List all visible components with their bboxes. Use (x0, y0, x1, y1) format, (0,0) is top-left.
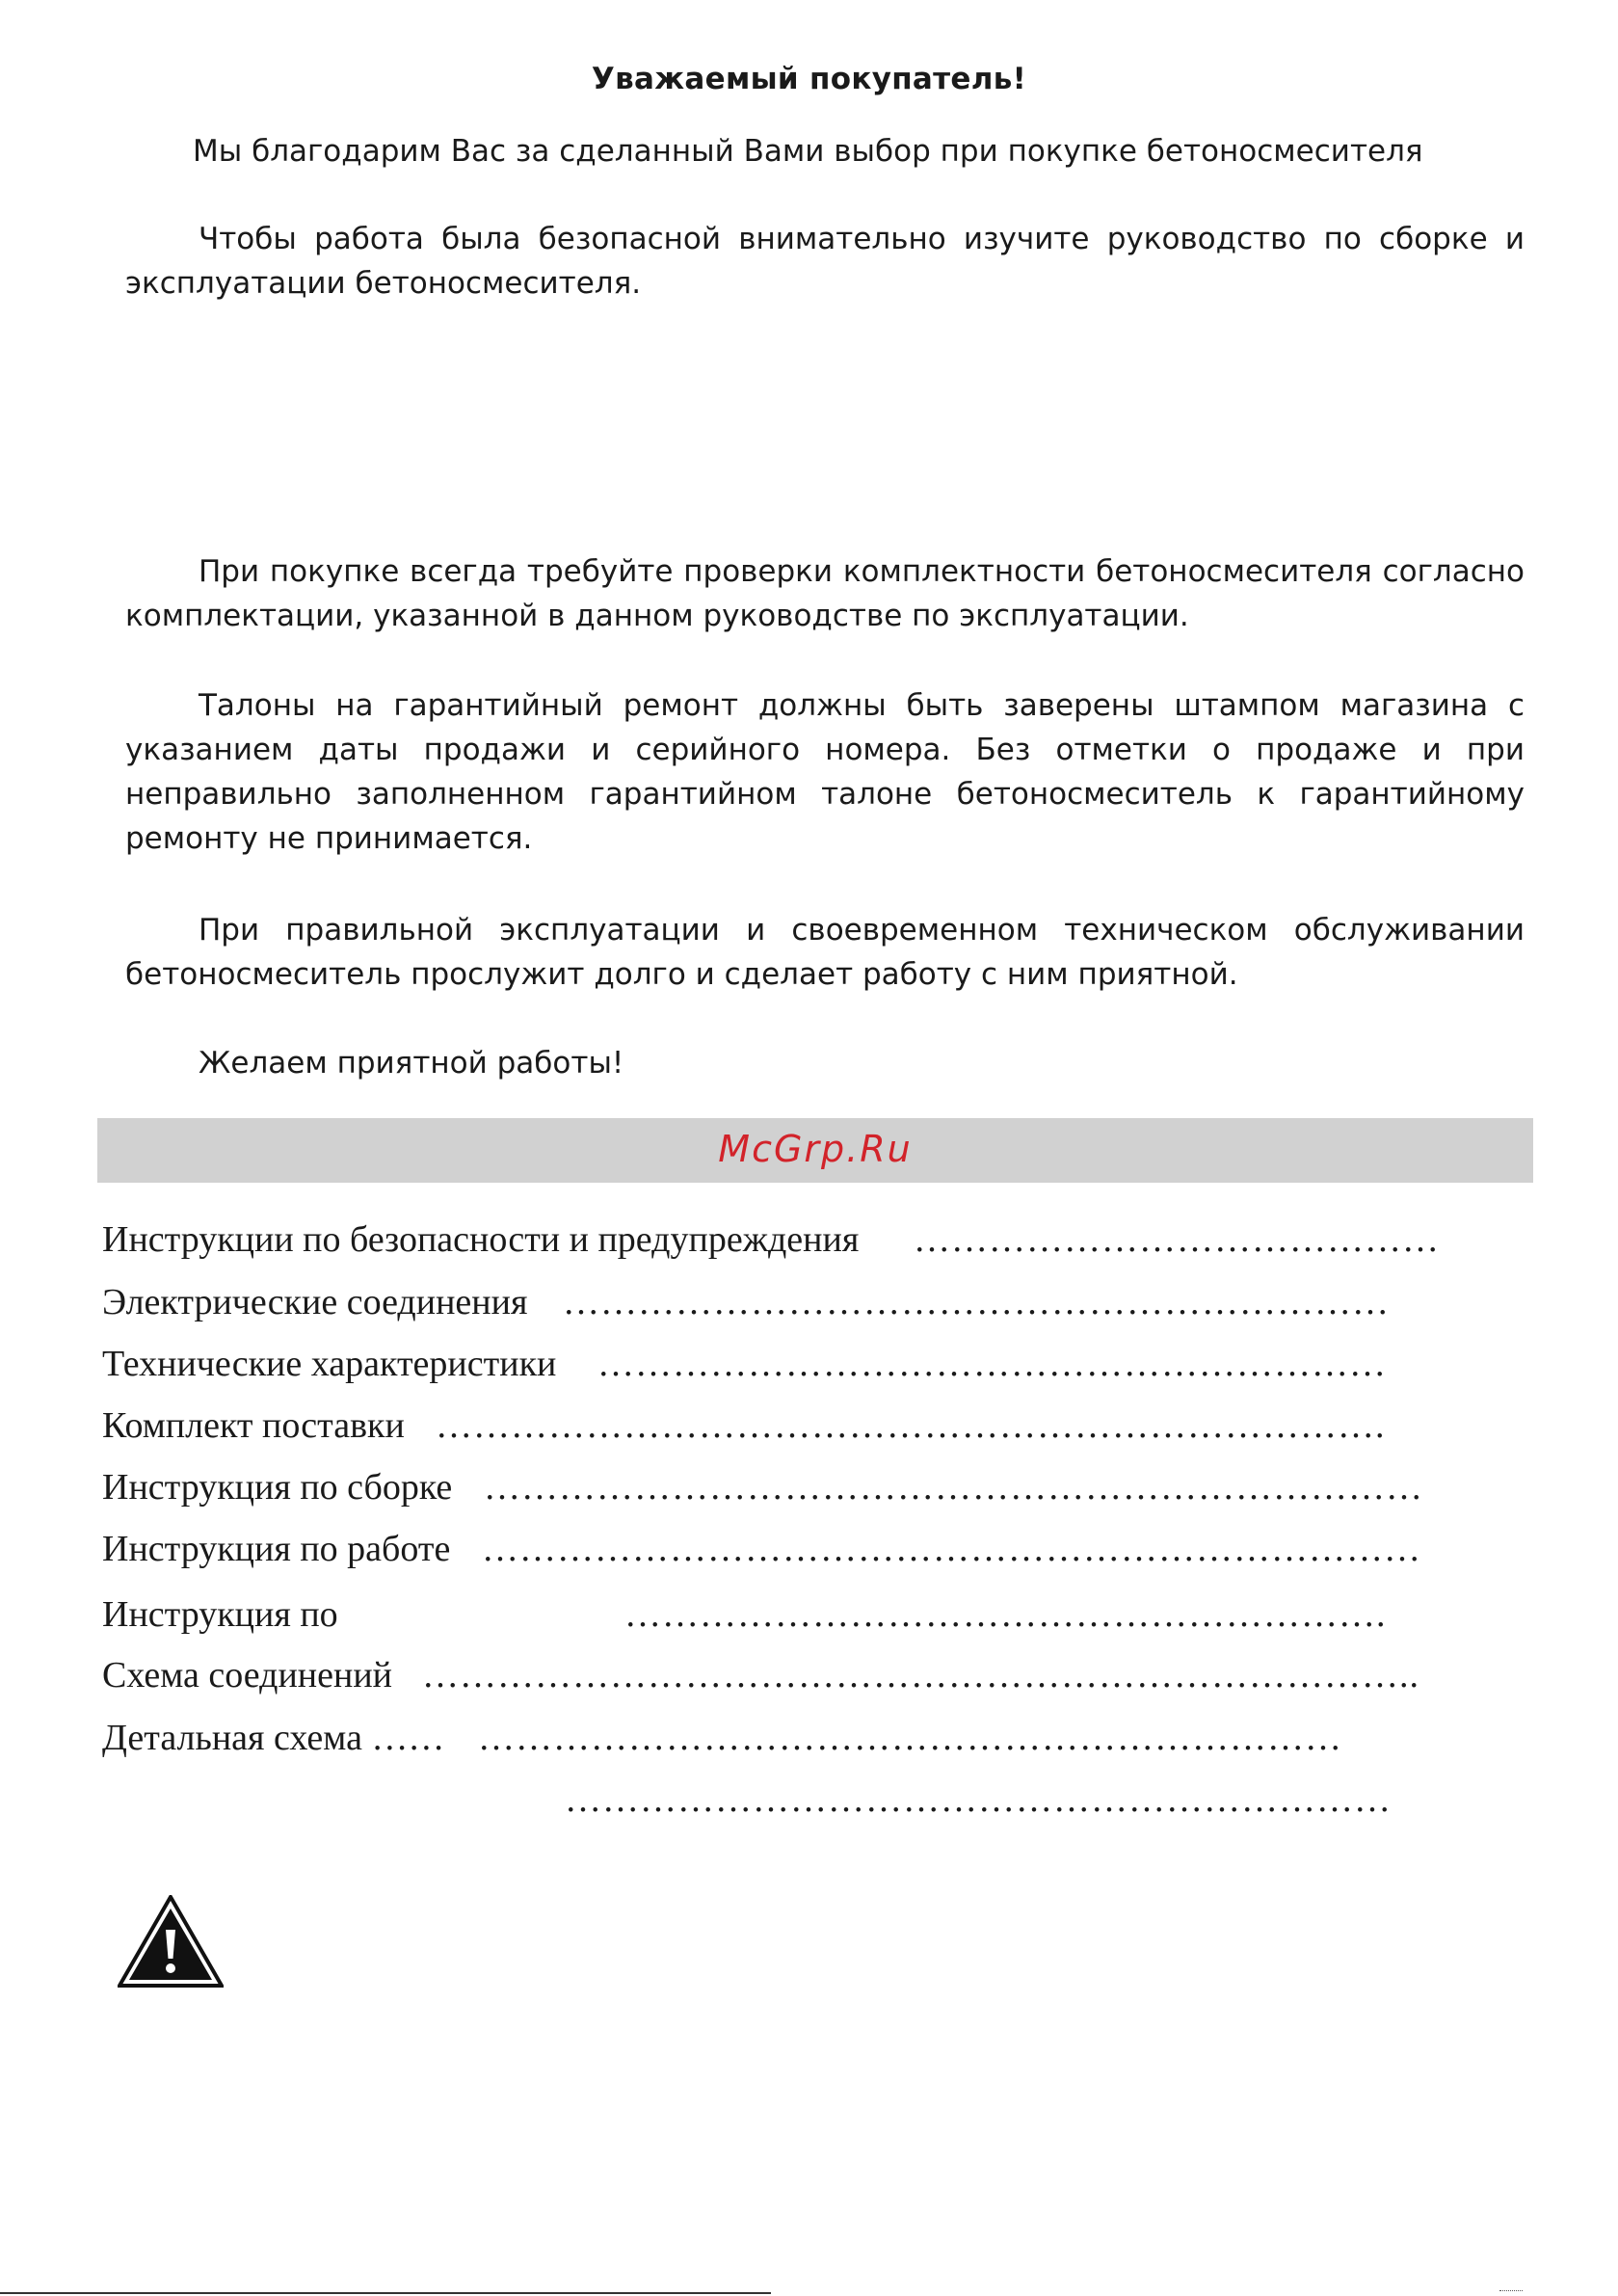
toc-item: Электрические соединения (102, 1282, 528, 1322)
toc-item: Инструкция по (102, 1594, 338, 1635)
toc-leader: ………………………………………………………… (563, 1282, 1390, 1322)
paragraph-safety-note: Чтобы работа была безопасной внимательно изучите руководство по сборке и эксплуатации бетоносмесителя. (125, 222, 1525, 301)
toc-leader: ………………………………………………………………… (484, 1467, 1423, 1508)
paragraph-completeness: При покупке всегда требуйте проверки комплектности бетоносмесителя согласно комплектации, указанной в данном руководстве по эксплуатации. (125, 554, 1525, 633)
bottom-rule (0, 2292, 771, 2294)
toc-leader: ………………………………………………………………… (482, 1529, 1421, 1569)
page-heading: Уважаемый покупатель! (591, 62, 1027, 96)
warning-triangle-icon (118, 1895, 224, 1988)
toc-item: Схема соединений (102, 1655, 392, 1695)
toc-item: Инструкции по безопасности и предупреждения (102, 1219, 860, 1260)
paragraph-closing: Желаем приятной работы! (199, 1046, 624, 1081)
toc-leader: …………………………………………………………………….. (422, 1655, 1419, 1695)
page-corner-mark (1499, 2290, 1523, 2294)
toc-leader: ……………………………………………………. (624, 1594, 1387, 1635)
toc-leader: …………………………………………………………… (478, 1718, 1342, 1758)
toc-item: Инструкция по работе (102, 1529, 451, 1569)
paragraph-warranty: Талоны на гарантийный ремонт должны быть заверены штампом магазина с указанием даты продажи и серийного номера. Без отметки о продаже и при неправильно заполненном гарантийном талоне бетоносмеситель к гарантийному ремонту не принимается. (125, 688, 1525, 856)
watermark-band (97, 1118, 1533, 1183)
toc-item: Детальная схема …… (102, 1718, 445, 1758)
toc-leader: …………………………………………………………………. (436, 1405, 1386, 1446)
toc-item: Технические характеристики (102, 1344, 557, 1384)
toc-leader: ……………………………………………………… (597, 1344, 1387, 1384)
toc-leader: …………………………………… (914, 1219, 1440, 1260)
toc-item: Комплект поставки (102, 1405, 405, 1446)
watermark-text: McGrp.Ru (718, 1128, 913, 1170)
paragraph-maintenance: При правильной эксплуатации и своевременном техническом обслуживании бетоносмеситель прослужит долго и сделает работу с ним приятной. (125, 913, 1525, 992)
paragraph-thanks: Мы благодарим Вас за сделанный Вами выбор при покупке бетоносмесителя (193, 134, 1423, 169)
toc-leader: ………………………………………………………… (565, 1779, 1392, 1820)
toc-item: Инструкция по сборке (102, 1467, 453, 1508)
